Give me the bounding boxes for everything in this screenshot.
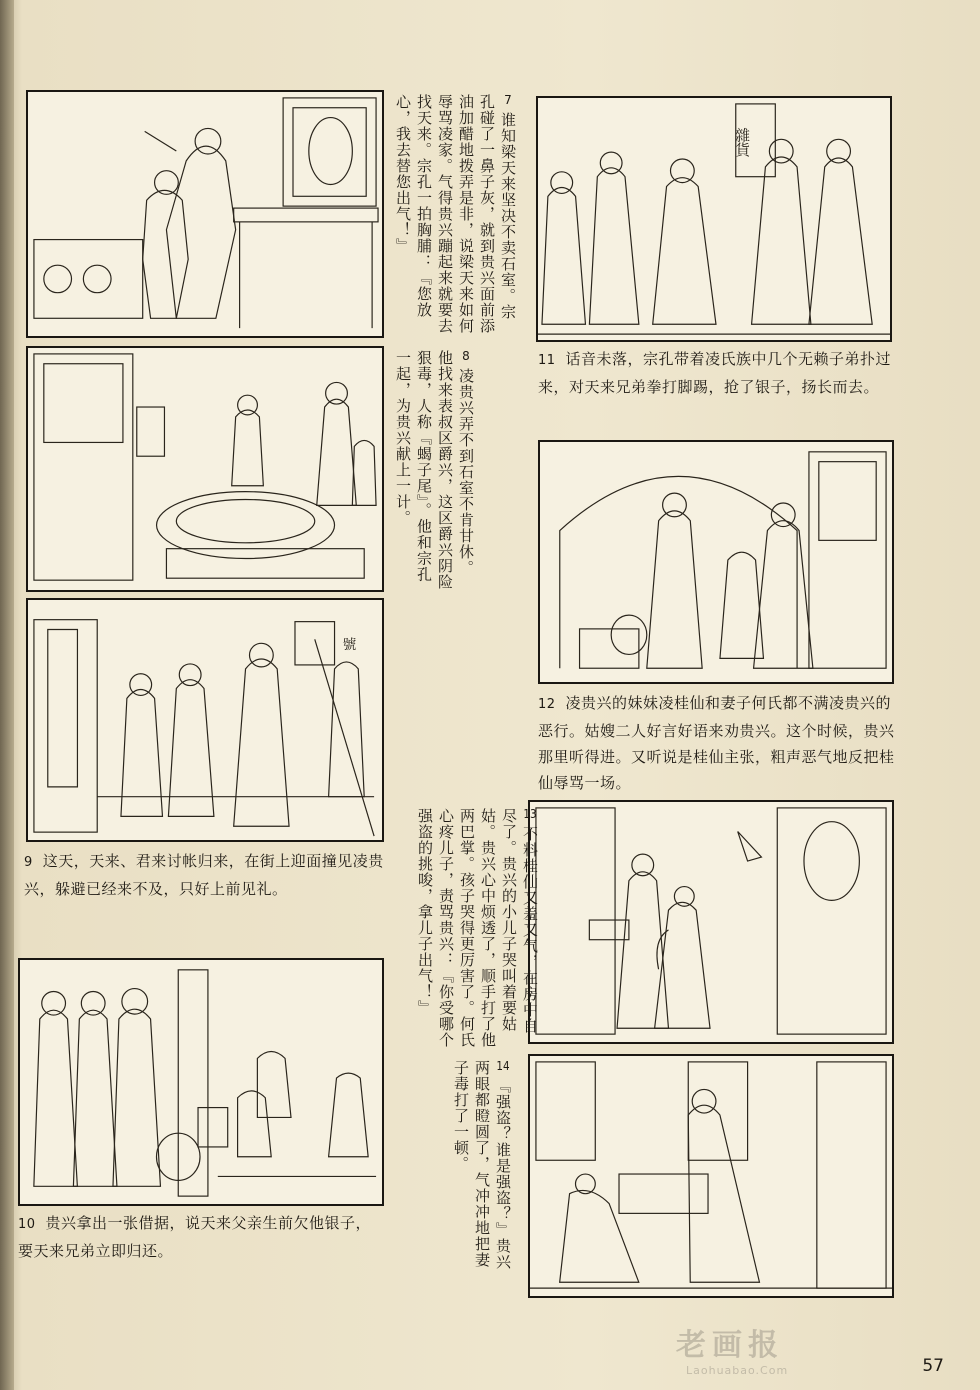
panel-11-illustration <box>536 96 892 342</box>
caption-panel-8 <box>392 350 476 590</box>
book-spine <box>0 0 14 1390</box>
panel-7-illustration <box>26 90 384 338</box>
caption-text: 『强盗？谁是强盗？』贵兴两眼都瞪圆了，气冲冲地把妻子毒打了一顿。 <box>452 1060 512 1270</box>
shop-sign-text: 號 <box>342 637 357 654</box>
caption-panel-12 <box>538 690 898 796</box>
caption-text: 不料桂仙又羞又气，在房中自尽了。贵兴的小儿子哭叫着要姑姑。贵兴心中烦透了，顺手打了他两巴掌。孩子哭得更厉害了。何氏心疼儿子，责骂贵兴：『你受哪个强盗的挑唆，拿儿子出气！』 <box>416 808 539 1048</box>
caption-panel-13 <box>414 808 540 1048</box>
panel-number: 8 <box>462 350 470 362</box>
panel-number: 12 <box>538 697 556 712</box>
shop-sign-text: 雜貨 <box>733 127 751 158</box>
caption-panel-10 <box>18 1210 384 1264</box>
caption-panel-11 <box>538 346 894 400</box>
panel-12-illustration <box>538 440 894 684</box>
panel-number: 14 <box>496 1060 510 1072</box>
caption-text: 这天，天来、君来讨帐归来，在街上迎面撞见凌贵兴，躲避已经来不及，只好上前见礼。 <box>24 852 384 898</box>
caption-text: 谁知梁天来坚决不卖石室。宗孔碰了一鼻子灰，就到贵兴面前添油加醋地拨弄是非，说梁天来如何辱骂凌家。气得贵兴蹦起来就要去找天来。宗孔一拍胸脯：『您放心，我去替您出气！』 <box>394 94 517 334</box>
caption-panel-14 <box>450 1060 513 1270</box>
panel-8-illustration <box>26 346 384 592</box>
caption-panel-9 <box>24 848 384 902</box>
watermark <box>676 1320 866 1380</box>
page-number: 57 <box>922 1356 944 1376</box>
caption-panel-7 <box>392 94 518 334</box>
panel-9-illustration <box>26 598 384 842</box>
watermark-url: Laohuabao.Com <box>686 1364 789 1377</box>
panel-10-illustration <box>18 958 384 1206</box>
panel-14-illustration <box>528 1054 894 1298</box>
panel-13-illustration <box>528 800 894 1044</box>
panel-number: 13 <box>523 808 537 820</box>
caption-text: 贵兴拿出一张借据，说天来父亲生前欠他银子，要天来兄弟立即归还。 <box>18 1214 372 1260</box>
panel-number: 9 <box>24 855 33 870</box>
panel-number: 11 <box>538 353 556 368</box>
caption-text: 凌贵兴的妹妹凌桂仙和妻子何氏都不满凌贵兴的恶行。姑嫂二人好言好语来劝贵兴。这个时候，贵兴那里听得进。又听说是桂仙主张，粗声恶气地反把桂仙辱骂一场。 <box>538 694 895 792</box>
caption-text: 凌贵兴弄不到石室不肯甘休。他找来表叔区爵兴，这区爵兴阴险狠毒，人称『蝎子尾』。他和宗孔一起，为贵兴献上一计。 <box>394 350 475 590</box>
panel-number: 10 <box>18 1217 36 1232</box>
caption-text: 话音未落，宗孔带着凌氏族中几个无赖子弟扑过来，对天来兄弟拳打脚踢，抢了银子，扬长而去。 <box>538 350 892 396</box>
panel-number: 7 <box>504 94 512 106</box>
watermark-logo: 老画报 <box>676 1328 784 1363</box>
